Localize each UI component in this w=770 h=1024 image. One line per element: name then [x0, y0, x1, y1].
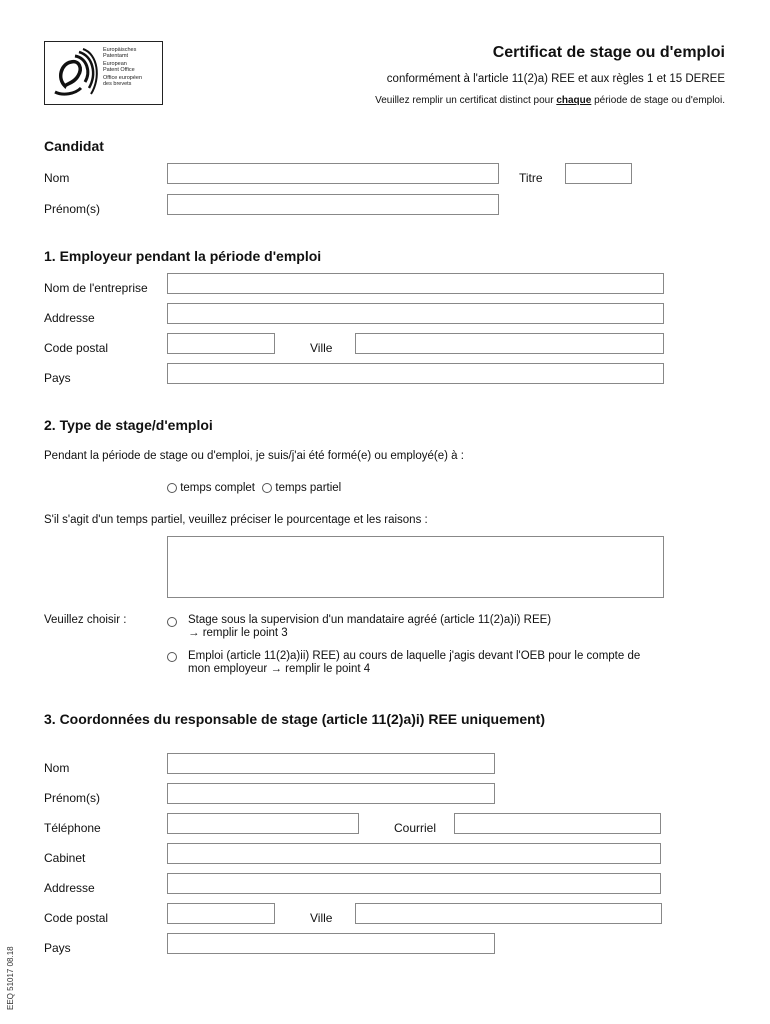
employeur-code-postal-label: Code postal	[44, 341, 109, 355]
responsable-pays-label: Pays	[44, 941, 71, 955]
responsable-telephone-field[interactable]	[167, 813, 359, 834]
partiel-details-textarea[interactable]	[167, 536, 664, 598]
responsable-ville-label: Ville	[310, 911, 333, 925]
logo-text: Europäisches Patentamt European Patent Office Office européen des brevets	[103, 47, 143, 87]
document-note: Veuillez remplir un certificat distinct pour chaque période de stage ou d'emploi.	[375, 95, 725, 106]
responsable-cabinet-label: Cabinet	[44, 851, 86, 865]
partiel-prompt: S'il s'agit d'un temps partiel, veuillez préciser le pourcentage et les raisons :	[44, 514, 428, 526]
employeur-adresse-label: Addresse	[44, 311, 95, 325]
responsable-code-postal-field[interactable]	[167, 903, 275, 924]
epo-logo-icon	[51, 48, 99, 100]
responsable-prenom-field[interactable]	[167, 783, 495, 804]
document-title: Certificat de stage ou d'emploi	[492, 44, 725, 61]
responsable-prenom-label: Prénom(s)	[44, 791, 101, 805]
entreprise-field[interactable]	[167, 273, 664, 294]
candidat-titre-field[interactable]	[565, 163, 632, 184]
responsable-courriel-label: Courriel	[394, 821, 437, 835]
responsable-adresse-label: Addresse	[44, 881, 95, 895]
responsable-cabinet-field[interactable]	[167, 843, 661, 864]
temps-partiel-radio[interactable]	[262, 483, 272, 493]
choisir-label: Veuillez choisir :	[44, 614, 127, 626]
section2-intro: Pendant la période de stage ou d'emploi, je suis/j'ai été formé(e) ou employé(e) à :	[44, 450, 464, 462]
candidat-prenom-label: Prénom(s)	[44, 202, 101, 216]
employeur-adresse-field[interactable]	[167, 303, 664, 324]
epo-logo	[44, 41, 163, 105]
document-subtitle: conformément à l'article 11(2)a) REE et aux règles 1 et 15 DEREE	[386, 73, 725, 85]
responsable-courriel-field[interactable]	[454, 813, 661, 834]
employeur-pays-field[interactable]	[167, 363, 664, 384]
temps-radio-group	[167, 482, 341, 494]
employeur-ville-label: Ville	[310, 341, 333, 355]
responsable-ville-field[interactable]	[355, 903, 662, 924]
candidat-nom-field[interactable]	[167, 163, 499, 184]
section3-heading: 3. Coordonnées du responsable de stage (article 11(2)a)i) REE uniquement)	[44, 711, 545, 727]
employeur-pays-label: Pays	[44, 371, 71, 385]
employeur-ville-field[interactable]	[355, 333, 664, 354]
candidat-prenom-field[interactable]	[167, 194, 499, 215]
candidat-heading: Candidat	[44, 138, 104, 154]
candidat-nom-label: Nom	[44, 171, 70, 185]
responsable-nom-field[interactable]	[167, 753, 495, 774]
section2-heading: 2. Type de stage/d'emploi	[44, 417, 213, 433]
responsable-pays-field[interactable]	[167, 933, 495, 954]
form-code: EEQ 51017 08.18	[6, 946, 15, 1010]
employeur-code-postal-field[interactable]	[167, 333, 275, 354]
responsable-code-postal-label: Code postal	[44, 911, 109, 925]
responsable-adresse-field[interactable]	[167, 873, 661, 894]
entreprise-label: Nom de l'entreprise	[44, 281, 148, 295]
option-emploi-label: Emploi (article 11(2)a)ii) REE) au cours de laquelle j'agis devant l'OEB pour le compte de mon employeur → remplir le point 4	[188, 650, 641, 675]
option-stage-radio[interactable]	[167, 617, 177, 627]
option-stage-label: Stage sous la supervision d'un mandataire agréé (article 11(2)a)i) REE) → remplir le point 3	[188, 614, 552, 639]
temps-complet-label: temps complet	[180, 482, 255, 494]
responsable-telephone-label: Téléphone	[44, 821, 101, 835]
candidat-titre-label: Titre	[519, 171, 543, 185]
temps-partiel-label: temps partiel	[275, 482, 342, 494]
temps-complet-radio[interactable]	[167, 483, 177, 493]
section1-heading: 1. Employeur pendant la période d'emploi	[44, 248, 322, 264]
option-emploi-radio[interactable]	[167, 652, 177, 662]
responsable-nom-label: Nom	[44, 761, 70, 775]
